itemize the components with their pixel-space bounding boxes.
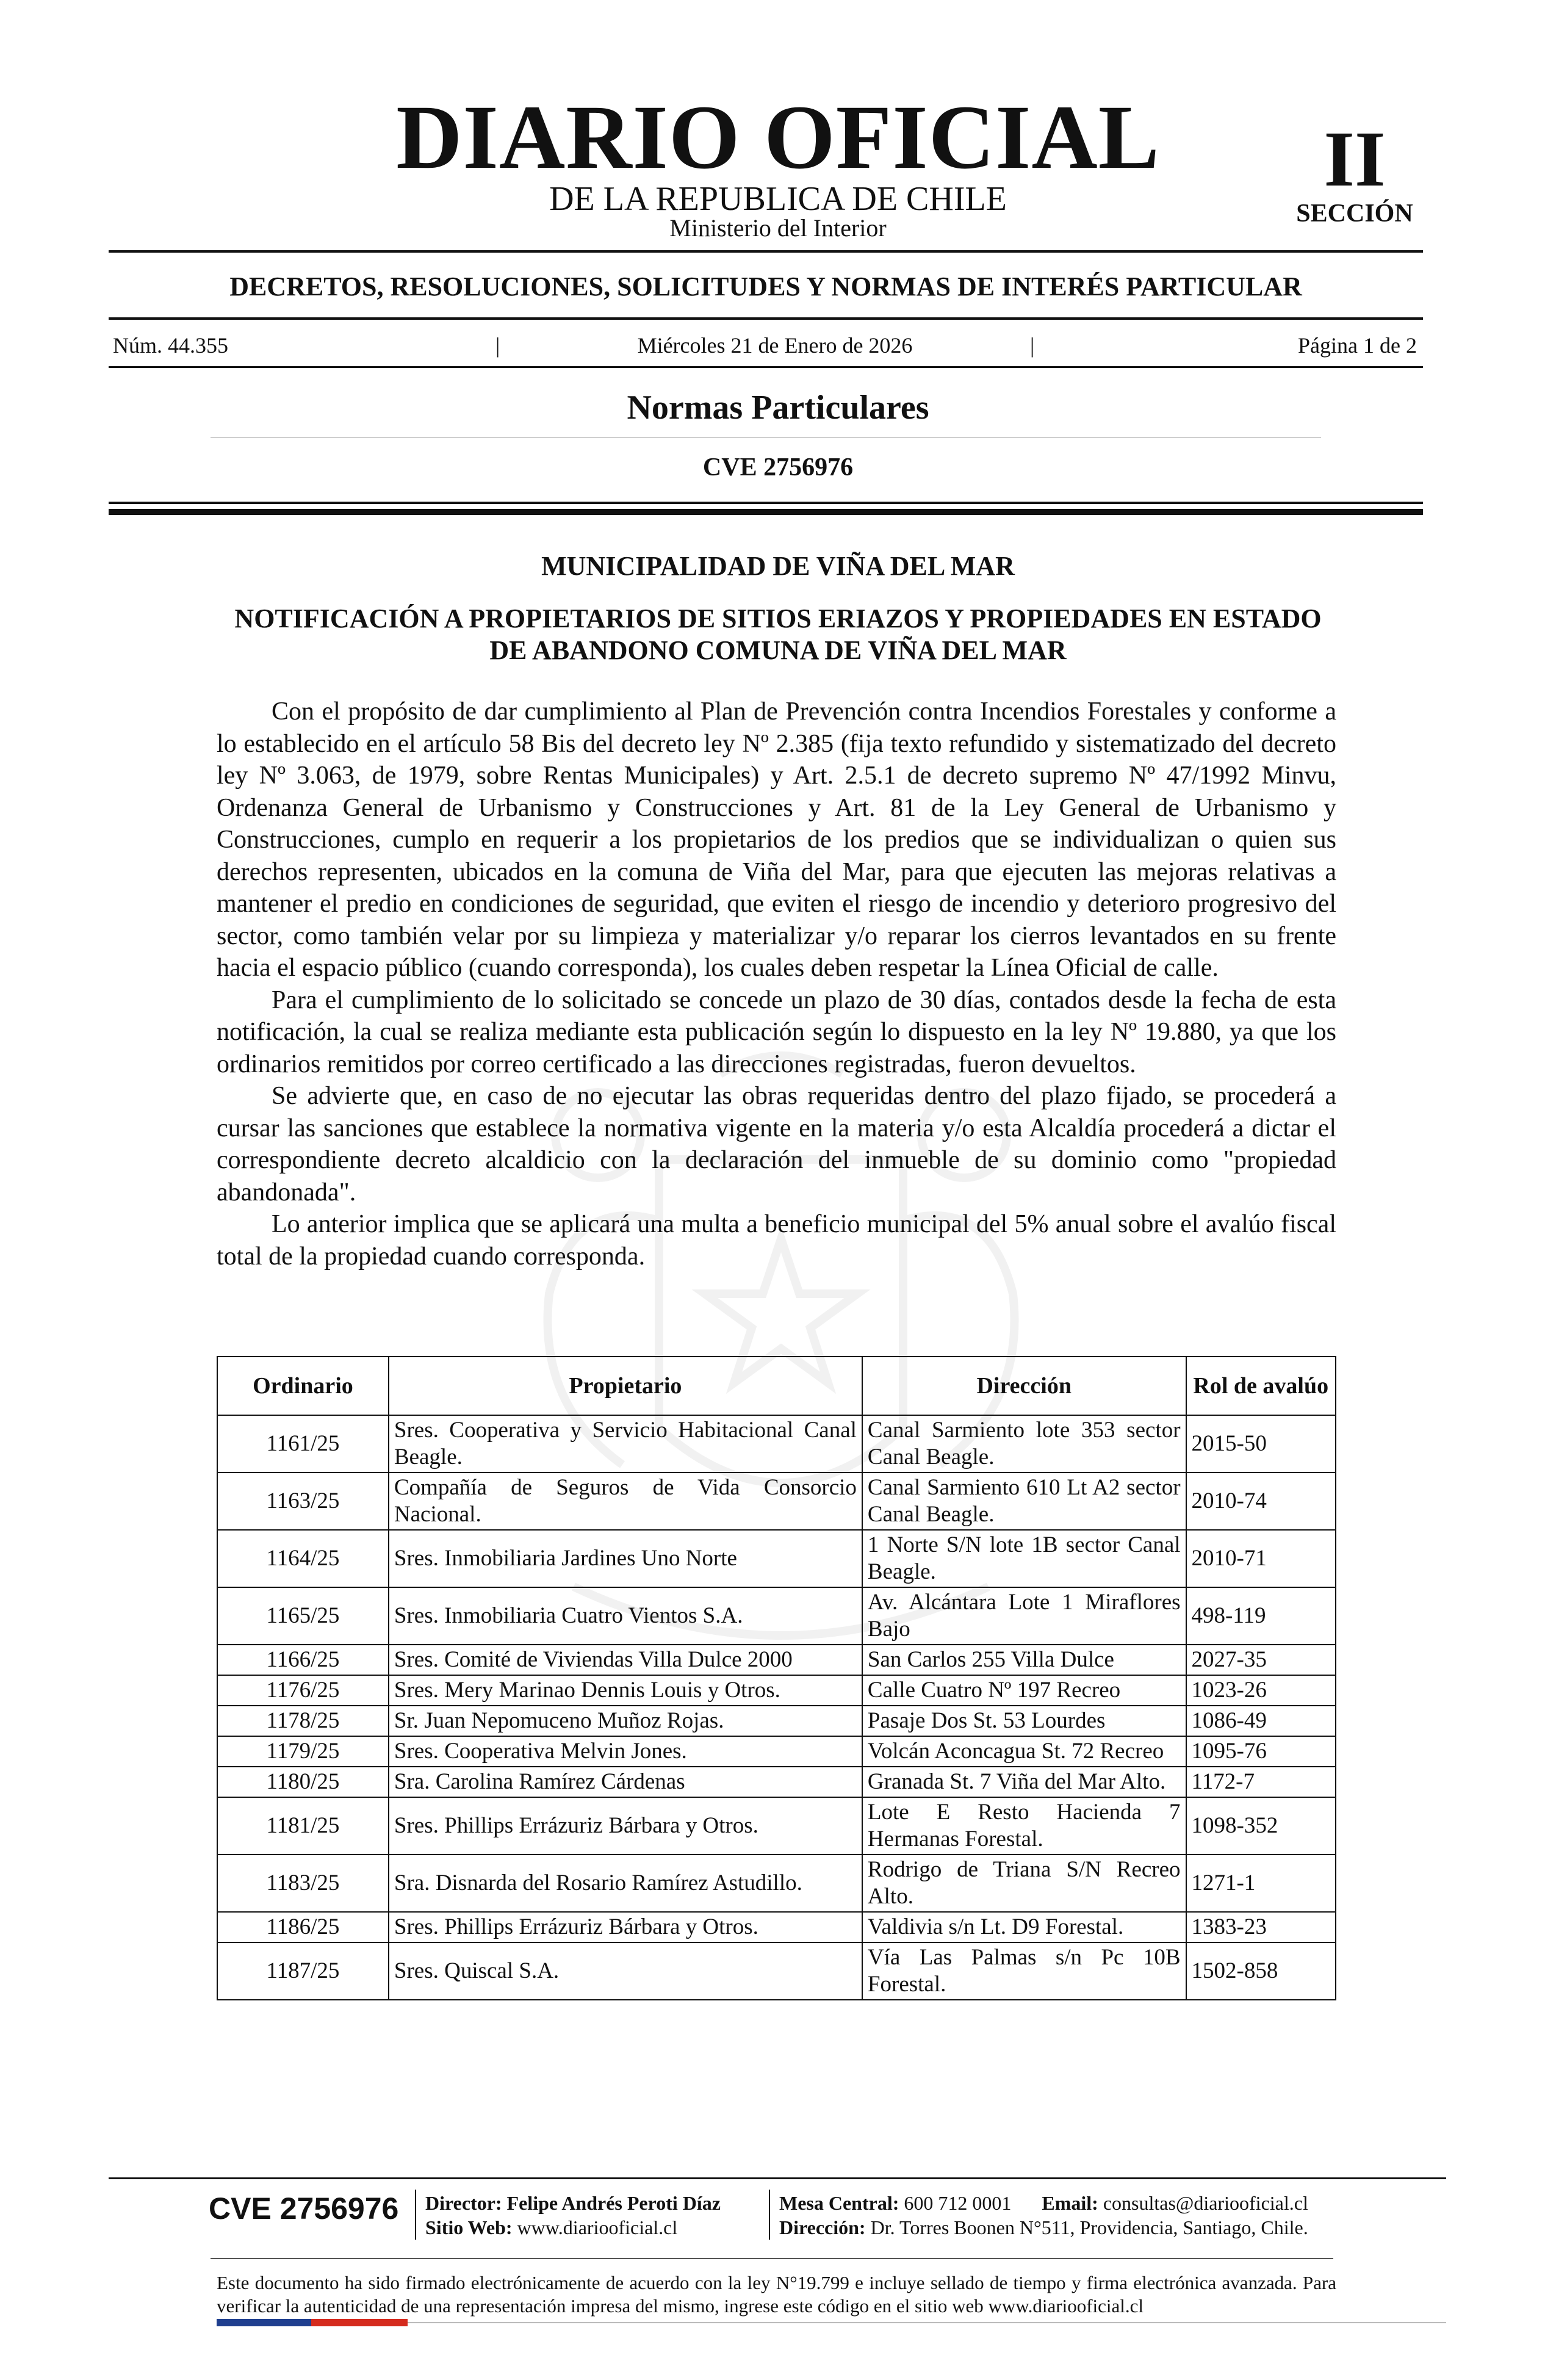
table-row [217, 1736, 1336, 1767]
cell-propietario: Sr. Juan Nepomuceno Muñoz Rojas. [389, 1706, 862, 1736]
notice-paragraph: Para el cumplimiento de lo solicitado se concede un plazo de 30 días, contados desde la fecha de esta notificación, la cual se realiza mediante esta publicación según lo dispuesto en la ley Nº 19.880, ya que los ordinarios remitidos por correo certificado a las direcciones registradas, fueron devueltos. [217, 986, 1336, 1078]
municipality-title: MUNICIPALIDAD DE VIÑA DEL MAR [541, 551, 1015, 581]
cell-propietario: Sres. Phillips Errázuriz Bárbara y Otros. [389, 1797, 862, 1855]
cell-rol: 1172-7 [1186, 1767, 1336, 1797]
footer-website [425, 2215, 677, 2240]
cell-ordinario: 1163/25 [217, 1473, 389, 1530]
cell-ordinario: 1183/25 [217, 1855, 389, 1912]
cell-ordinario: 1165/25 [217, 1587, 389, 1645]
section-title-rule [211, 437, 1321, 438]
double-rule-top [109, 502, 1423, 504]
table-row [217, 1415, 1336, 1473]
cell-propietario: Sres. Cooperativa Melvin Jones. [389, 1736, 862, 1767]
cell-ordinario: 1180/25 [217, 1767, 389, 1797]
flag-bar-red [311, 2319, 408, 2326]
cell-direccion: Lote E Resto Hacienda 7 Hermanas Forestal. [862, 1797, 1186, 1855]
issue-number: Núm. 44.355 [113, 333, 228, 358]
cell-direccion: Pasaje Dos St. 53 Lourdes [862, 1706, 1186, 1736]
cell-rol: 1383-23 [1186, 1912, 1336, 1942]
notice-paragraph: Con el propósito de dar cumplimiento al Plan de Prevención contra Incendios Forestales y conforme a lo establecido en el artículo 58 Bis del decreto ley Nº 2.385 (fija texto refundido y sistematizado del decreto ley Nº 3.063, de 1979, sobre Rentas Municipales) y Art. 2.5.1 de decreto supremo Nº 47/1992 Minvu, Ordenanza General de Urbanismo y Construcciones y Art. 81 de la Ley General de Urbanismo y Construcciones, cumplo en requerir a los propietarios de los predios que se individualizan o quien sus derechos representen, ubicados en la comuna de Viña del Mar, para que ejecuten las mejoras relativas a mantener el predio en condiciones de seguridad, que eviten el riesgo de incendio y deterioro progresivo del sector, como también velar por su limpieza y materializar y/o reparar los cierros levantados en su frente hacia el espacio público (cuando corresponda), los cuales deben respetar la Línea Oficial de calle. [217, 698, 1336, 982]
issue-date: Miércoles 21 de Enero de 2026 [637, 333, 913, 358]
address-value: Dr. Torres Boonen N°511, Providencia, Santiago, Chile. [870, 2216, 1308, 2238]
cell-propietario: Sres. Cooperativa y Servicio Habitacional Canal Beagle. [389, 1415, 862, 1473]
cell-propietario: Sres. Inmobiliaria Jardines Uno Norte [389, 1530, 862, 1587]
mesa-label: Mesa Central: [779, 2192, 899, 2214]
email-link[interactable]: consultas@diariooficial.cl [1103, 2192, 1308, 2214]
band-rule [109, 317, 1423, 320]
masthead-title: DIARIO OFICIAL [396, 87, 1160, 188]
column-header-propietario: Propietario [389, 1357, 862, 1415]
cell-rol: 1502-858 [1186, 1942, 1336, 2000]
cell-direccion: Valdivia s/n Lt. D9 Forestal. [862, 1912, 1186, 1942]
footer-address [779, 2215, 1308, 2240]
cell-rol: 1271-1 [1186, 1855, 1336, 1912]
cell-direccion: Rodrigo de Triana S/N Recreo Alto. [862, 1855, 1186, 1912]
footer-cve-code: CVE 2756976 [209, 2191, 399, 2226]
address-label: Dirección: [779, 2216, 866, 2238]
cell-propietario: Sres. Comité de Viviendas Villa Dulce 2000 [389, 1645, 862, 1675]
column-header-ordinario: Ordinario [217, 1357, 389, 1415]
meta-rule [109, 366, 1423, 368]
table-row [217, 1645, 1336, 1675]
table-row [217, 1587, 1336, 1645]
cell-propietario: Sra. Disnarda del Rosario Ramírez Astudillo. [389, 1855, 862, 1912]
ministry-label: Ministerio del Interior [669, 214, 887, 242]
director-name: Felipe Andrés Peroti Díaz [506, 2192, 721, 2214]
cell-rol: 498-119 [1186, 1587, 1336, 1645]
footer-divider [415, 2190, 416, 2240]
footer-disclaimer: Este documento ha sido firmado electrónicamente de acuerdo con la ley N°19.799 e incluye sellado de tiempo y firma electrónica avanzada. Para verificar la autenticidad de una representación impresa del mismo, ingrese este código en el sitio web www.diariooficial.cl [217, 2272, 1336, 2317]
cve-code: CVE 2756976 [702, 453, 854, 481]
cell-ordinario: 1187/25 [217, 1942, 389, 2000]
meta-separator: | [495, 333, 500, 358]
table-row [217, 1767, 1336, 1797]
footer-divider [769, 2190, 770, 2240]
notice-title: NOTIFICACIÓN A PROPIETARIOS DE SITIOS ERIAZOS Y PROPIEDADES EN ESTADO DE ABANDONO COMUNA DE VIÑA DEL MAR [234, 604, 1322, 665]
cell-ordinario: 1178/25 [217, 1706, 389, 1736]
footer-rule [109, 2177, 1446, 2179]
cell-propietario: Sres. Inmobiliaria Cuatro Vientos S.A. [389, 1587, 862, 1645]
website-link[interactable]: www.diariooficial.cl [517, 2216, 678, 2238]
cell-ordinario: 1179/25 [217, 1736, 389, 1767]
cell-direccion: Granada St. 7 Viña del Mar Alto. [862, 1767, 1186, 1797]
double-rule-bottom [109, 509, 1423, 515]
column-header-rol: Rol de avalúo [1186, 1357, 1336, 1415]
cell-ordinario: 1161/25 [217, 1415, 389, 1473]
section-number: II [1324, 115, 1386, 203]
cell-ordinario: 1164/25 [217, 1530, 389, 1587]
cell-propietario: Sres. Quiscal S.A. [389, 1942, 862, 2000]
properties-table [217, 1356, 1336, 2000]
table-row [217, 1530, 1336, 1587]
cell-propietario: Sres. Phillips Errázuriz Bárbara y Otros. [389, 1912, 862, 1942]
cell-direccion: 1 Norte S/N lote 1B sector Canal Beagle. [862, 1530, 1186, 1587]
cell-ordinario: 1166/25 [217, 1645, 389, 1675]
cell-direccion: Av. Alcántara Lote 1 Miraflores Bajo [862, 1587, 1186, 1645]
table-row [217, 1706, 1336, 1736]
table-row [217, 1675, 1336, 1706]
meta-separator: | [1030, 333, 1035, 358]
cell-direccion: Vía Las Palmas s/n Pc 10B Forestal. [862, 1942, 1186, 2000]
email-label: Email: [1042, 2192, 1098, 2214]
footer-contact [779, 2191, 1308, 2215]
cell-propietario: Sres. Mery Marinao Dennis Louis y Otros. [389, 1675, 862, 1706]
cell-direccion: Canal Sarmiento 610 Lt A2 sector Canal Beagle. [862, 1473, 1186, 1530]
masthead-rule [109, 250, 1423, 253]
section-band: DECRETOS, RESOLUCIONES, SOLICITUDES Y NORMAS DE INTERÉS PARTICULAR [229, 272, 1302, 301]
notice-paragraph: Se advierte que, en caso de no ejecutar las obras requeridas dentro del plazo fijado, se procederá a cursar las sanciones que establece la normativa vigente en la materia y/o esta Alcaldía procederá a dictar el correspondiente decreto alcaldicio con la declaración del inmueble de su dominio como "propiedad abandonada". [217, 1082, 1336, 1206]
cell-rol: 2027-35 [1186, 1645, 1336, 1675]
masthead-subtitle: DE LA REPUBLICA DE CHILE [549, 180, 1007, 218]
table-row [217, 1855, 1336, 1912]
cell-rol: 2015-50 [1186, 1415, 1336, 1473]
table-row [217, 1797, 1336, 1855]
cell-rol: 1098-352 [1186, 1797, 1336, 1855]
table-header-row [217, 1357, 1336, 1415]
notice-paragraph: Lo anterior implica que se aplicará una multa a beneficio municipal del 5% anual sobre el avalúo fiscal total de la propiedad cuando corresponda. [217, 1210, 1336, 1271]
notice-body [217, 696, 1336, 1272]
cell-rol: 1086-49 [1186, 1706, 1336, 1736]
cell-rol: 2010-71 [1186, 1530, 1336, 1587]
table-row [217, 1942, 1336, 2000]
section-title: Normas Particulares [627, 389, 929, 427]
table-row [217, 1912, 1336, 1942]
website-label: Sitio Web: [425, 2216, 513, 2238]
table-body [217, 1415, 1336, 2000]
page-indicator: Página 1 de 2 [1298, 333, 1417, 358]
mesa-phone: 600 712 0001 [904, 2192, 1012, 2214]
cell-rol: 1095-76 [1186, 1736, 1336, 1767]
cell-direccion: Canal Sarmiento lote 353 sector Canal Beagle. [862, 1415, 1186, 1473]
flag-bar-line [408, 2322, 1446, 2323]
cell-propietario: Sra. Carolina Ramírez Cárdenas [389, 1767, 862, 1797]
flag-bar-blue [217, 2319, 311, 2326]
footer-rule-thin [211, 2258, 1333, 2259]
cell-propietario: Compañía de Seguros de Vida Consorcio Nacional. [389, 1473, 862, 1530]
cell-ordinario: 1176/25 [217, 1675, 389, 1706]
cell-rol: 1023-26 [1186, 1675, 1336, 1706]
director-label: Director: [425, 2192, 502, 2214]
footer-director [425, 2191, 721, 2215]
cell-direccion: San Carlos 255 Villa Dulce [862, 1645, 1186, 1675]
cell-direccion: Calle Cuatro Nº 197 Recreo [862, 1675, 1186, 1706]
table-row [217, 1473, 1336, 1530]
cell-direccion: Volcán Aconcagua St. 72 Recreo [862, 1736, 1186, 1767]
cell-ordinario: 1181/25 [217, 1797, 389, 1855]
section-label: SECCIÓN [1296, 200, 1413, 228]
cell-rol: 2010-74 [1186, 1473, 1336, 1530]
column-header-direccion: Dirección [862, 1357, 1186, 1415]
cell-ordinario: 1186/25 [217, 1912, 389, 1942]
